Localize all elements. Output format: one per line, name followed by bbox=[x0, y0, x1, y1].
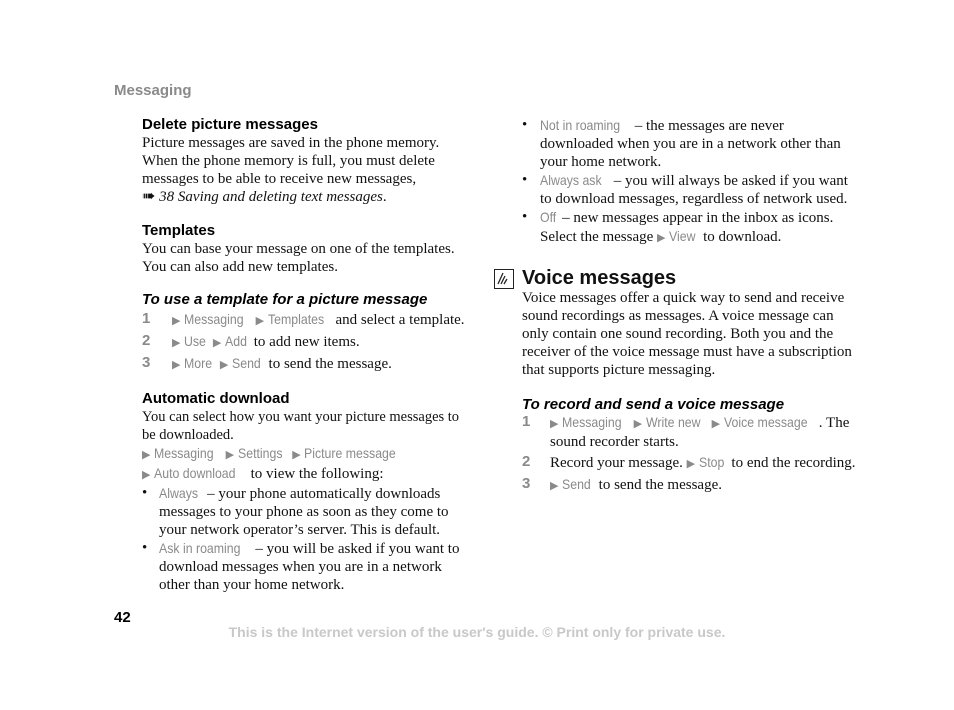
arrow-icon: ▶ bbox=[219, 359, 229, 371]
pointer-icon: ➠ bbox=[142, 188, 156, 205]
menu-item: View bbox=[669, 228, 696, 244]
option-label: Not in roaming bbox=[540, 117, 621, 133]
voice-messages-heading: Voice messages bbox=[522, 267, 677, 289]
bullet-item bbox=[522, 116, 857, 171]
arrow-icon: ▶ bbox=[172, 359, 181, 371]
option-label: Off bbox=[540, 209, 557, 225]
step-text: to send the message. bbox=[598, 477, 722, 493]
templates-body: You can base your message on one of the templates. You can also add new templates. bbox=[142, 241, 455, 275]
step-text: Record your message. bbox=[550, 455, 683, 471]
bullet-dot: • bbox=[522, 117, 528, 133]
bullet-dot: • bbox=[142, 540, 148, 556]
step-3 bbox=[522, 475, 857, 495]
arrow-icon: ▶ bbox=[255, 315, 265, 327]
step-number: 3 bbox=[522, 475, 531, 492]
arrow-icon: ▶ bbox=[142, 469, 151, 481]
record-heading: To record and send a voice message bbox=[522, 396, 785, 413]
voice-body: Voice messages offer a quick way to send and receive sound recordings as messages. A voice message can only contain one sound recording. Both you and the receiver of the voice message must have a subscription that supports picture messaging. bbox=[522, 290, 852, 378]
option-label: Always bbox=[159, 485, 199, 501]
arrow-icon: ▶ bbox=[172, 315, 181, 327]
arrow-icon: ▶ bbox=[212, 337, 222, 349]
step-number: 2 bbox=[142, 332, 151, 349]
step-number: 2 bbox=[522, 453, 531, 470]
menu-item: Messaging bbox=[562, 414, 622, 430]
option-text: – you will always be asked if you want to download messages, regardless of network used. bbox=[540, 173, 848, 207]
footer-text: This is the Internet version of the user's guide. © Print only for private use. bbox=[228, 624, 726, 640]
delete-heading: Delete picture messages bbox=[142, 116, 318, 133]
step-text: and select a template. bbox=[335, 312, 465, 328]
option-text: – new messages appear in the inbox as icons. Select the message bbox=[540, 210, 834, 245]
option-text: – you will be asked if you want to download messages when you are in a network other than your home network. bbox=[159, 541, 460, 593]
menu-item: Templates bbox=[267, 311, 325, 327]
bullet-item bbox=[522, 208, 857, 247]
page-number: 42 bbox=[114, 609, 131, 626]
arrow-icon: ▶ bbox=[142, 449, 151, 461]
menu-item: Voice message bbox=[723, 414, 808, 430]
menu-item: Write new bbox=[645, 414, 701, 430]
option-text: – your phone automatically downloads messages to your phone as soon as they come to your network operator’s server. This is default. bbox=[159, 486, 449, 538]
xref-end: . bbox=[382, 189, 387, 205]
bullet-dot: • bbox=[522, 209, 528, 225]
step-2 bbox=[522, 453, 857, 473]
step-text: to add new items. bbox=[253, 334, 360, 350]
option-label: Always ask bbox=[540, 172, 602, 188]
step-2 bbox=[142, 332, 467, 352]
left-column bbox=[142, 116, 467, 594]
section-header: Messaging bbox=[114, 82, 192, 99]
step-text: to send the message. bbox=[268, 356, 392, 372]
menu-item: Use bbox=[184, 333, 207, 349]
footer-notice bbox=[0, 624, 954, 640]
option-text: – the messages are never downloaded when you are in a network other than your home network. bbox=[540, 118, 841, 170]
path-text: to view the following: bbox=[250, 466, 384, 482]
arrow-icon: ▶ bbox=[225, 449, 235, 461]
menu-item: Settings bbox=[237, 445, 283, 461]
bullet-dot: • bbox=[142, 485, 148, 501]
delete-xref-line bbox=[142, 188, 467, 206]
step-number: 1 bbox=[522, 413, 531, 430]
auto-download-heading: Automatic download bbox=[142, 390, 290, 407]
bullet-dot: • bbox=[522, 172, 528, 188]
step-text: to end the recording. bbox=[731, 455, 856, 471]
auto-download-path bbox=[142, 444, 467, 464]
bullet-item bbox=[142, 539, 467, 594]
templates-heading: Templates bbox=[142, 222, 216, 239]
auto-download-body: You can select how you want your picture messages to be downloaded. bbox=[142, 409, 460, 443]
arrow-icon: ▶ bbox=[657, 232, 666, 244]
bullet-item bbox=[142, 484, 467, 539]
arrow-icon: ▶ bbox=[550, 418, 559, 430]
menu-item: Messaging bbox=[184, 311, 244, 327]
option-label: Ask in roaming bbox=[159, 540, 241, 556]
right-column bbox=[522, 116, 857, 495]
xref-link[interactable]: 38 Saving and deleting text messages bbox=[159, 189, 383, 205]
bullet-item bbox=[522, 171, 857, 208]
step-text: . The sound recorder starts. bbox=[550, 415, 850, 450]
menu-item: Send bbox=[562, 476, 591, 492]
voice-message-icon bbox=[494, 269, 514, 289]
menu-item: More bbox=[184, 355, 213, 371]
menu-item: Picture message bbox=[304, 445, 397, 461]
arrow-icon: ▶ bbox=[172, 337, 181, 349]
use-template-heading: To use a template for a picture message bbox=[142, 291, 428, 308]
step-1 bbox=[142, 310, 467, 330]
menu-item: Messaging bbox=[154, 445, 214, 461]
menu-item: Stop bbox=[698, 454, 725, 470]
auto-download-path-2 bbox=[142, 464, 467, 484]
menu-item: Auto download bbox=[154, 465, 236, 481]
arrow-icon: ▶ bbox=[633, 418, 643, 430]
arrow-icon: ▶ bbox=[711, 418, 721, 430]
menu-item: Add bbox=[225, 333, 248, 349]
step-number: 1 bbox=[142, 310, 151, 327]
arrow-icon: ▶ bbox=[686, 458, 696, 470]
step-number: 3 bbox=[142, 354, 151, 371]
step-1 bbox=[522, 413, 857, 451]
menu-item: Send bbox=[232, 355, 261, 371]
option-text-end: to download. bbox=[703, 229, 782, 245]
step-3 bbox=[142, 354, 467, 374]
delete-body: Picture messages are saved in the phone memory. When the phone memory is full, you must delete messages to be able to receive new messages, bbox=[142, 135, 440, 187]
arrow-icon: ▶ bbox=[292, 449, 301, 461]
arrow-icon: ▶ bbox=[550, 480, 559, 492]
